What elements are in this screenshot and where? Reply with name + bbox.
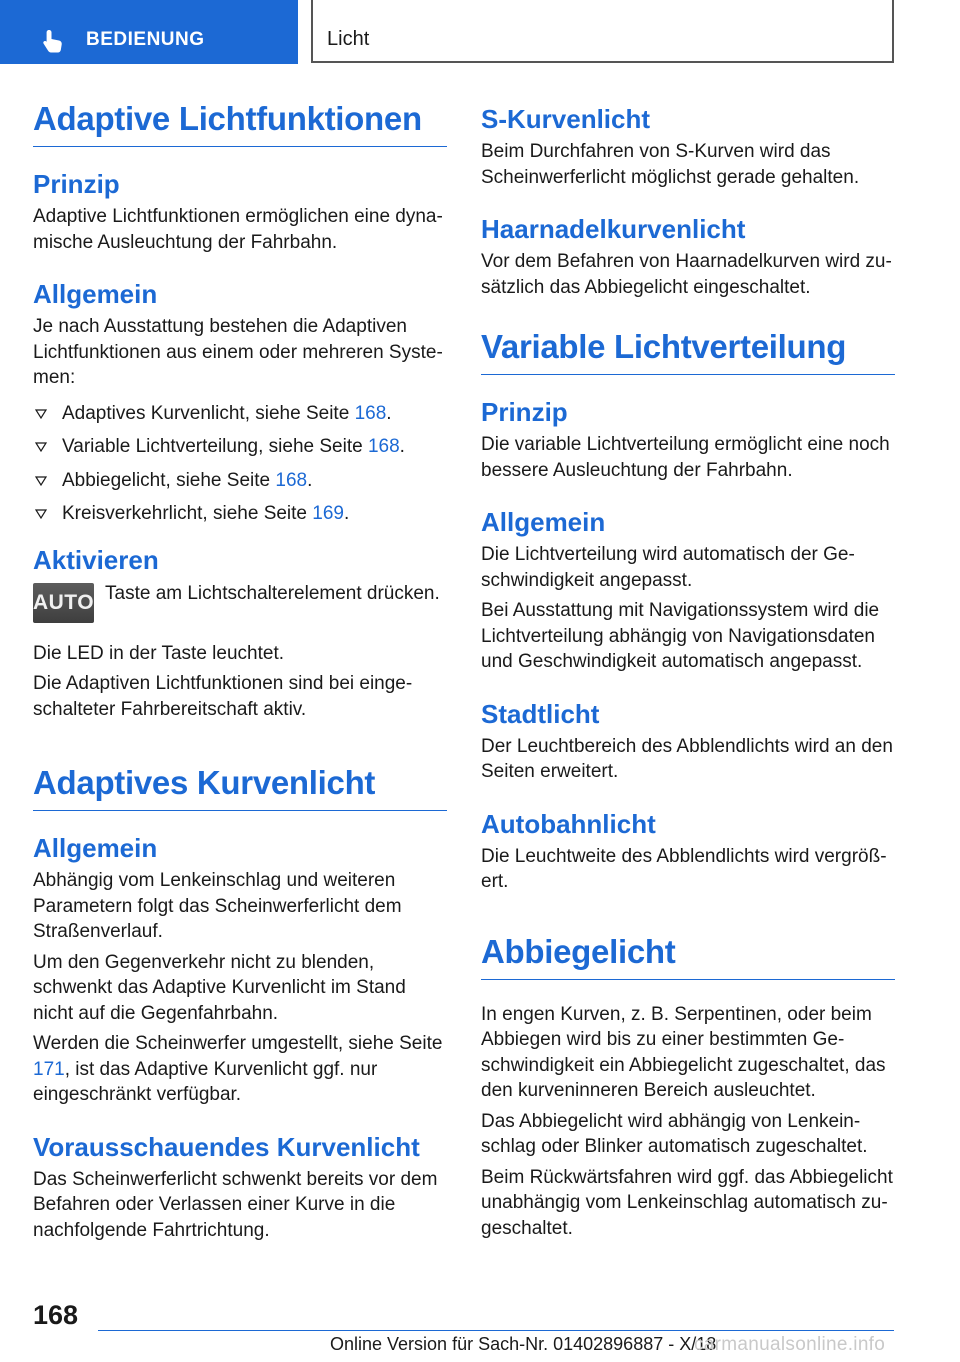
right-column (481, 104, 895, 1241)
vorausschauend-text: Das Scheinwerferlicht schwenkt bereits vor dem Befahren oder Verlassen einer Kurve in die nachfolgende Fahrtrichtung. (33, 1168, 438, 1241)
stadtlicht-text: Der Leuchtbereich des Abblendlichts wird an den Seiten erweitert. (481, 735, 893, 782)
list-item: Adaptives Kurvenlicht, siehe Seite 168. (33, 401, 447, 427)
page-link-168[interactable]: 168 (275, 469, 308, 491)
allgemein-right-text-2: Bei Ausstattung mit Navigationssystem wird die Lichtverteilung abhängig von Navigationsdaten und Geschwindigkeit automatisch angepasst. (481, 600, 880, 672)
autobahnlicht-text: Die Leuchtweite des Abblendlichts wird vergrößert. (481, 845, 887, 892)
heading-stadtlicht: Stadtlicht (481, 698, 600, 729)
allgemein-right-text-1: Die Lichtverteilung wird automatisch der Geschwindigkeit angepasst. (481, 544, 855, 591)
allgemein-text: Je nach Ausstattung bestehen die Adaptiven Lichtfunktionen aus einem oder mehreren Systemen: (33, 316, 443, 388)
s-kurvenlicht-text: Beim Durchfahren von S-Kurven wird das Scheinwerferlicht möglichst gerade gehalten. (481, 141, 860, 188)
prinzip-right-text: Die variable Lichtverteilung ermöglicht eine noch bessere Ausleuchtung der Fahrbahn. (481, 434, 890, 481)
triangle-bullet-icon (35, 509, 47, 519)
list-item: Kreisverkehrlicht, siehe Seite 169. (33, 501, 447, 527)
heading-aktivieren: Aktivieren (33, 544, 159, 575)
heading-vorausschauendes-kurvenlicht: Vorausschauendes Kurvenlicht (33, 1131, 420, 1162)
heading-s-kurvenlicht: S-Kurvenlicht (481, 104, 651, 134)
heading-abbiegelicht: Abbiegelicht (481, 933, 895, 980)
section-label: Licht (327, 28, 370, 50)
page-link-168[interactable]: 168 (367, 436, 400, 457)
abbiegelicht-text-2: Das Abbiegelicht wird abhängig von Lenkeinschlag oder Blinker automatisch zugeschaltet. (481, 1110, 868, 1157)
list-item-text: Abbiegelicht, siehe Seite (62, 469, 276, 491)
heading-prinzip: Prinzip (33, 169, 120, 199)
heading-prinzip-right: Prinzip (481, 397, 568, 427)
watermark: carmanualsonline.info (694, 1334, 886, 1355)
left-column (33, 100, 447, 1243)
chapter-label: BEDIENUNG (86, 29, 205, 50)
page-link-168[interactable]: 168 (354, 402, 387, 424)
footer-divider (98, 1330, 894, 1331)
kurvenlicht-text-1: Abhängig vom Lenkeinschlag und weiteren Parametern folgt das Scheinwerferlicht dem Straßenverlauf. (33, 870, 402, 942)
heading-allgemein-right: Allgemein (481, 507, 606, 537)
footer-text: Online Version für Sach-Nr. 01402896887 - X/18 (330, 1334, 717, 1354)
heading-haarnadelkurvenlicht: Haarnadelkurvenlicht (481, 214, 746, 244)
aktiv-text: Die Adaptiven Lichtfunktionen sind bei eingeschalteter Fahrbereitschaft aktiv. (33, 673, 413, 720)
heading-variable-lichtverteilung: Variable Lichtverteilung (481, 328, 895, 375)
section-header (311, 0, 894, 63)
heading-adaptive-lichtfunktionen: Adaptive Lichtfunktionen (33, 100, 447, 147)
abbiegelicht-text-3: Beim Rückwärtsfahren wird ggf. das Abbiegelicht unabhängig vom Lenkeinschlag automatisch zugeschaltet. (481, 1166, 893, 1239)
auto-button-icon: AUTO (33, 583, 94, 623)
triangle-bullet-icon (35, 442, 47, 452)
page-link-169[interactable]: 169 (312, 503, 344, 524)
system-list (33, 401, 447, 527)
heading-adaptives-kurvenlicht: Adaptives Kurvenlicht (33, 764, 447, 811)
heading-allgemein-kurvenlicht: Allgemein (33, 833, 158, 863)
triangle-bullet-icon (35, 409, 47, 419)
auto-button-text: Taste am Lichtschalterelement drücken. (105, 582, 440, 604)
heading-autobahnlicht: Autobahnlicht (481, 808, 656, 839)
kurvenlicht-text-3: Werden die Scheinwerfer umgestellt, siehe Seite 171, ist das Adaptive Kurvenlicht ggf. nur eingeschränkt verfügbar. (33, 1033, 443, 1105)
triangle-bullet-icon (35, 476, 47, 486)
abbiegelicht-text-1: In engen Kurven, z. B. Serpentinen, oder beim Abbiegen wird bis zu einer bestimmten Geschwindigkeit ein Abbiegelicht zugeschaltet, das den kurveninneren Bereich ausleuchtet. (481, 1003, 886, 1101)
haarnadel-text: Vor dem Befahren von Haarnadelkurven wird zusätzlich das Abbiegelicht eingeschaltet. (481, 251, 892, 298)
list-item-text: Kreisverkehrlicht, siehe Seite (62, 503, 313, 524)
list-item: Abbiegelicht, siehe Seite 168. (33, 468, 447, 494)
prinzip-text: Adaptive Lichtfunktionen ermöglichen eine dynamische Ausleuchtung der Fahrbahn. (33, 206, 443, 253)
auto-button-instruction (33, 581, 447, 623)
page-link-171[interactable]: 171 (33, 1058, 65, 1080)
page-number: 168 (33, 1300, 79, 1330)
heading-allgemein: Allgemein (33, 279, 158, 309)
hand-pointer-icon (40, 28, 66, 54)
list-item-text: Adaptives Kurvenlicht, siehe Seite (62, 402, 355, 424)
chapter-tab (0, 0, 298, 64)
list-item-text: Variable Lichtverteilung, siehe Seite (62, 436, 368, 457)
list-item: Variable Lichtverteilung, siehe Seite 168. (33, 434, 447, 460)
kurvenlicht-text-2: Um den Gegenverkehr nicht zu blenden, schwenkt das Adaptive Kurvenlicht im Stand nicht auf die Gegenfahrbahn. (33, 951, 406, 1024)
led-text: Die LED in der Taste leuchtet. (33, 642, 285, 664)
